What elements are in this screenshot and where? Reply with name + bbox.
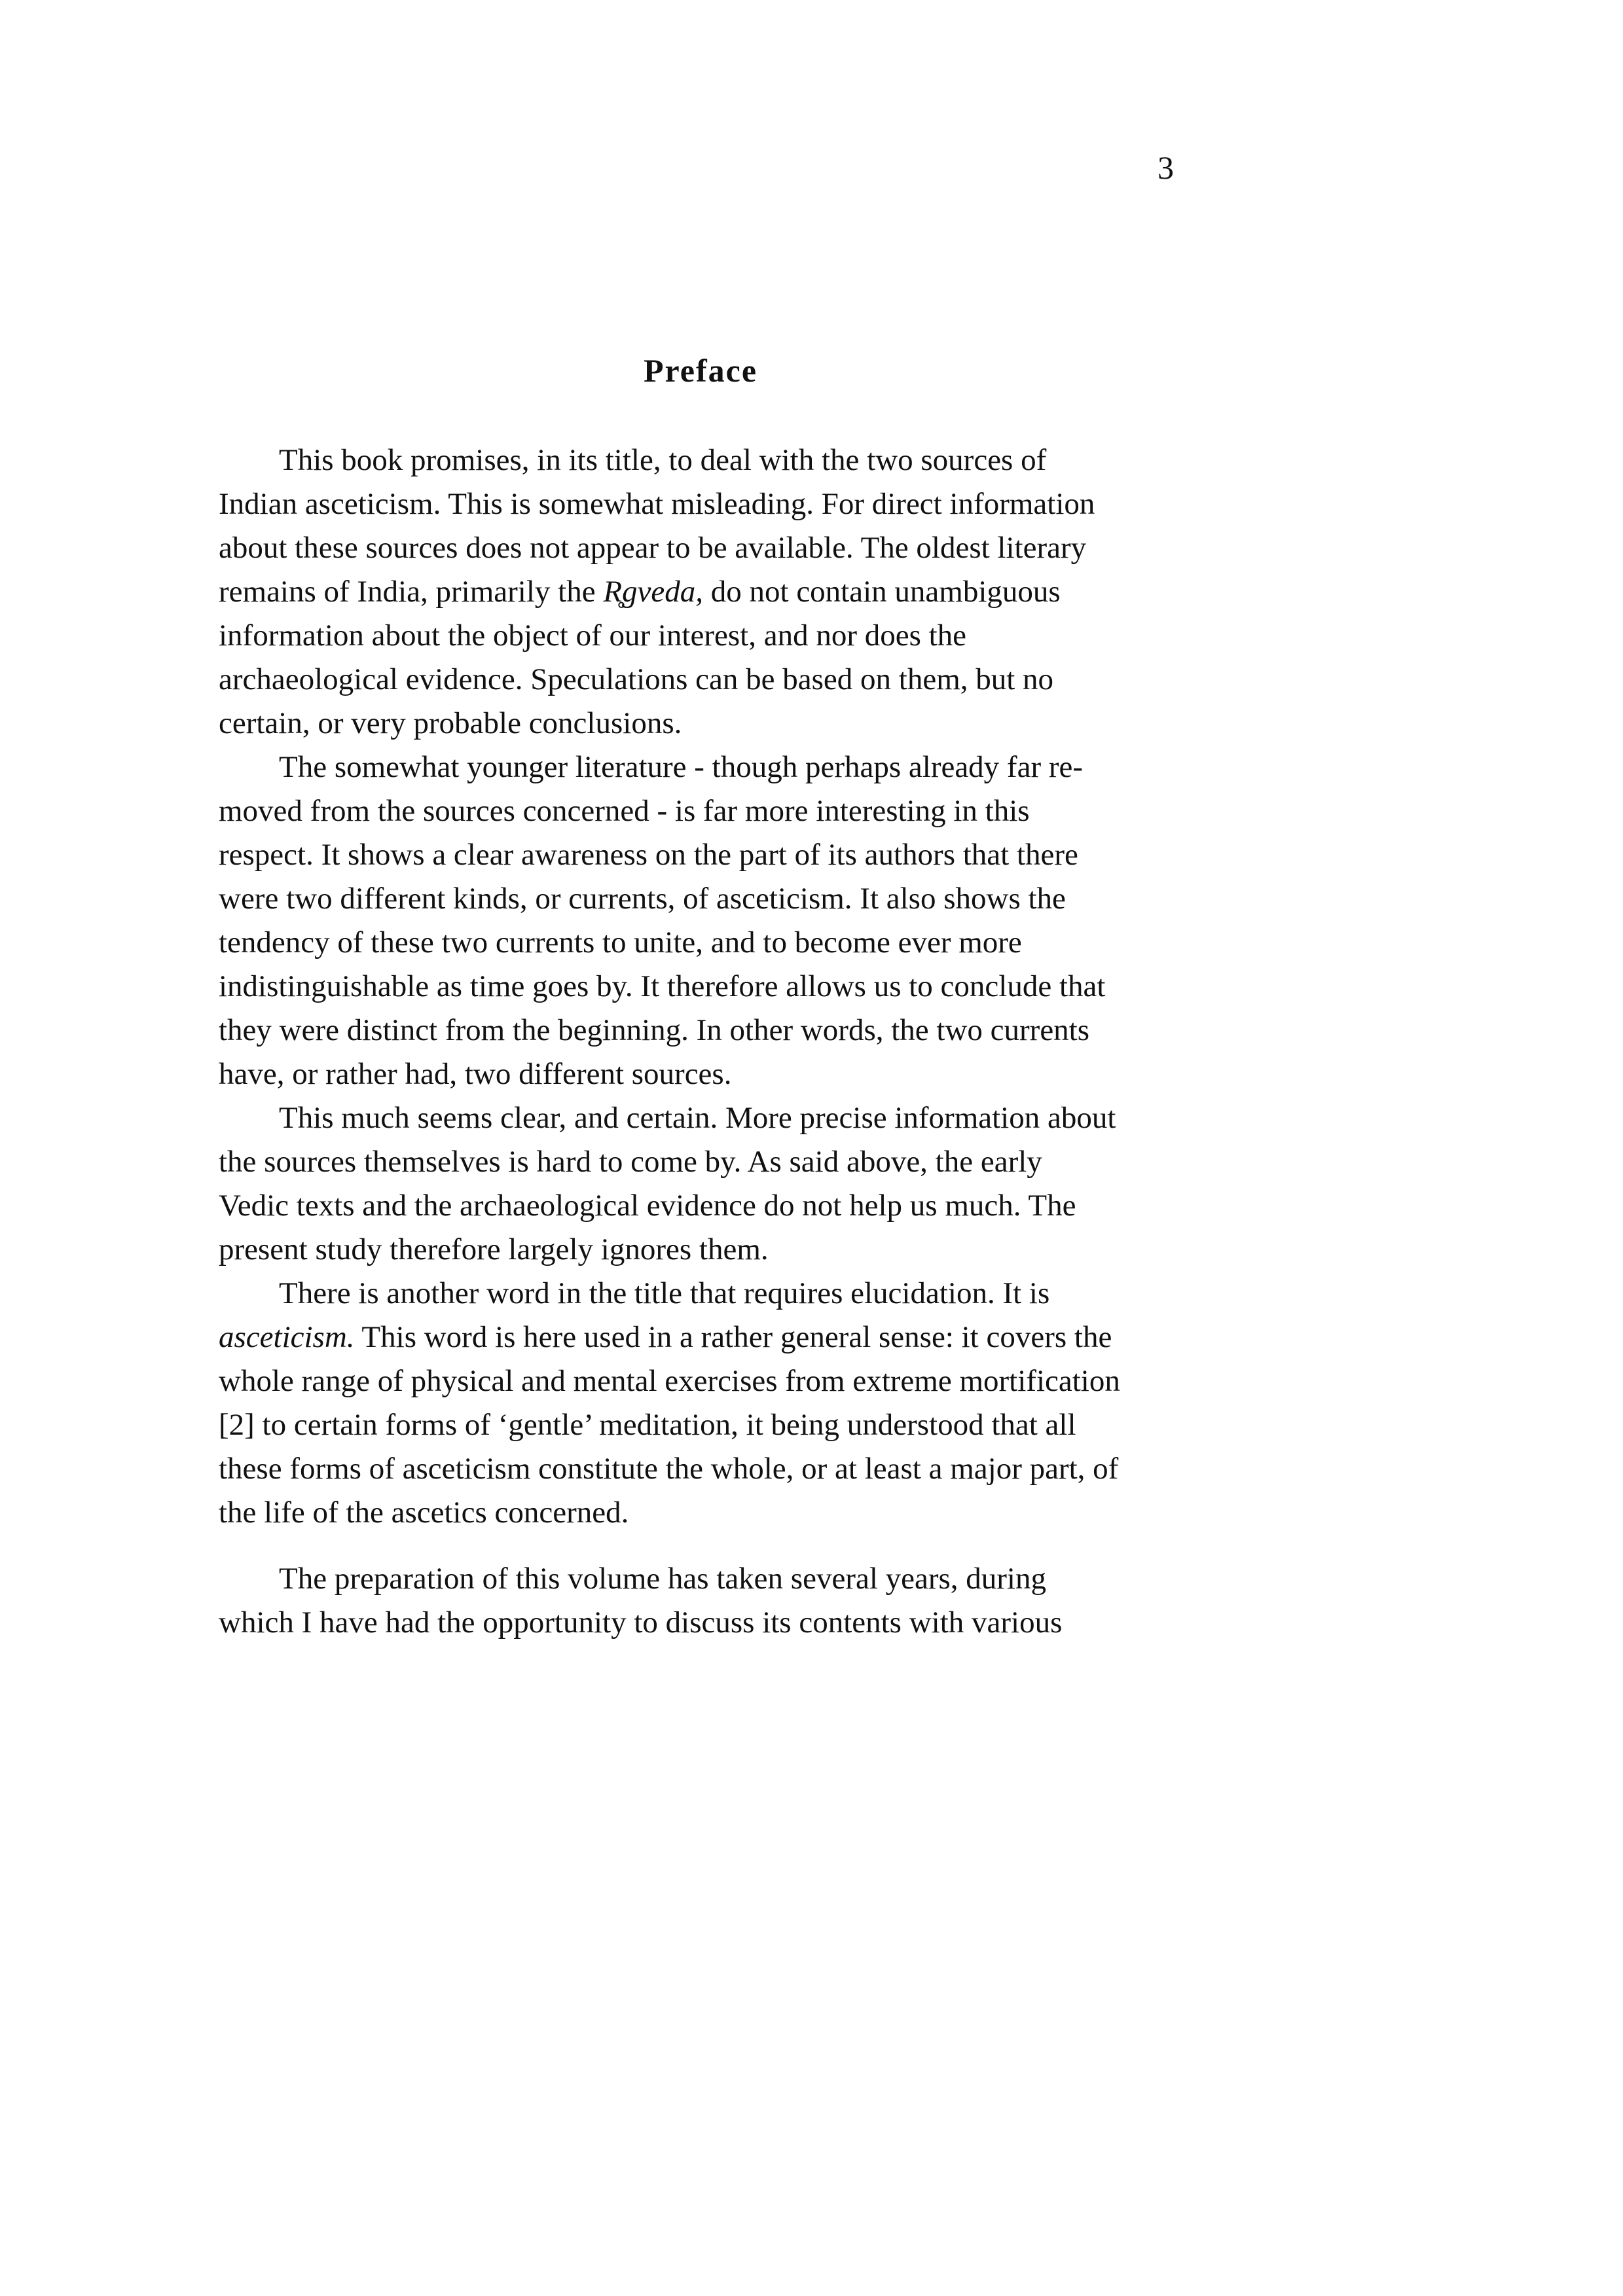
paragraph xyxy=(219,439,1188,745)
text-line: This much seems clear, and certain. More precise information about xyxy=(279,1101,1116,1135)
text-line: indistinguishable as time goes by. It therefore allows us to conclude that xyxy=(219,969,1106,1003)
text-run: This word is here used in a rather general sense: it covers the xyxy=(354,1320,1112,1354)
text-line: [2] to certain forms of ‘gentle’ meditation, it being understood that all xyxy=(219,1408,1076,1442)
page-title: Preface xyxy=(643,352,758,389)
paragraph xyxy=(219,1096,1188,1272)
paragraph xyxy=(219,1557,1188,1645)
text-line: Indian asceticism. This is somewhat misleading. For direct information xyxy=(219,487,1095,521)
text-line: certain, or very probable conclusions. xyxy=(219,706,682,740)
text-line: these forms of asceticism constitute the whole, or at least a major part, of xyxy=(219,1452,1119,1486)
text-line: moved from the sources concerned - is far more interesting in this xyxy=(219,794,1030,828)
paragraph xyxy=(219,745,1188,1096)
body-text xyxy=(219,439,1188,1645)
text-line: were two different kinds, or currents, of asceticism. It also shows the xyxy=(219,882,1066,916)
paragraph-gap xyxy=(219,1535,1188,1557)
text-line: the sources themselves is hard to come by. As said above, the early xyxy=(219,1145,1042,1179)
text-line: tendency of these two currents to unite, and to become ever more xyxy=(219,925,1022,960)
text-line: the life of the ascetics concerned. xyxy=(219,1496,629,1530)
paragraph xyxy=(219,1272,1188,1535)
text-line xyxy=(219,570,1188,614)
text-line: present study therefore largely ignores them. xyxy=(219,1232,769,1266)
text-line xyxy=(219,1316,1188,1359)
text-line: There is another word in the title that requires elucidation. It is xyxy=(279,1276,1050,1310)
text-line: about these sources does not appear to be available. The oldest literary xyxy=(219,531,1087,565)
text-line: whole range of physical and mental exercises from extreme mortification xyxy=(219,1364,1120,1398)
text-line: which I have had the opportunity to discuss its contents with various xyxy=(219,1605,1063,1640)
text-line: Vedic texts and the archaeological evidence do not help us much. The xyxy=(219,1189,1076,1223)
text-run: remains of India, primarily the xyxy=(219,575,604,609)
text-line: they were distinct from the beginning. In other words, the two currents xyxy=(219,1013,1090,1047)
text-line: information about the object of our interest, and nor does the xyxy=(219,619,967,653)
text-line: archaeological evidence. Speculations can be based on them, but no xyxy=(219,662,1054,696)
italic-term: R̥gveda, xyxy=(603,575,704,609)
text-line: have, or rather had, two different sources. xyxy=(219,1057,732,1091)
text-line: This book promises, in its title, to deal with the two sources of xyxy=(279,443,1047,477)
text-line: respect. It shows a clear awareness on the part of its authors that there xyxy=(219,838,1078,872)
text-run: do not contain unambiguous xyxy=(703,575,1061,609)
text-line: The somewhat younger literature - though perhaps already far re- xyxy=(279,750,1084,784)
page-number: 3 xyxy=(1158,149,1174,186)
text-line: The preparation of this volume has taken several years, during xyxy=(279,1562,1046,1596)
italic-term: asceticism. xyxy=(219,1320,355,1354)
